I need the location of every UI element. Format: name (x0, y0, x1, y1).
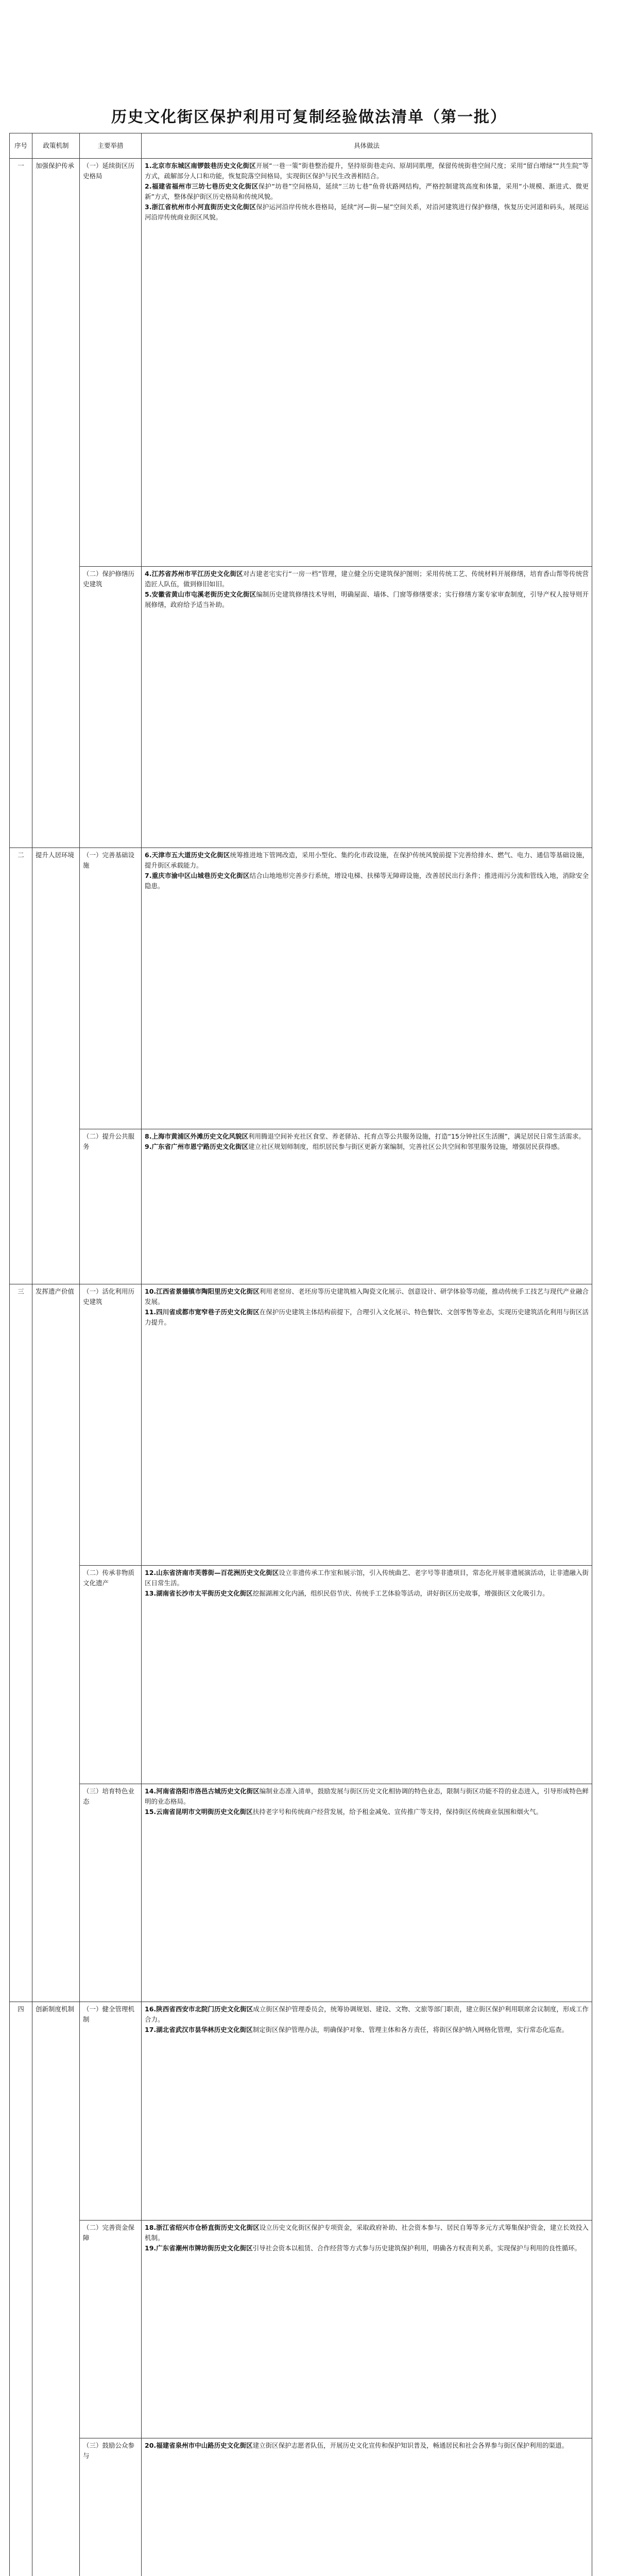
section-number: 四 (10, 2002, 32, 2576)
practice-item (145, 850, 589, 871)
practice-item-text: 保护“坊巷”空间格局，延续“三坊七巷”鱼骨状路网结构，严格控制建筑高度和体量，采用“小规模、渐进式、微更新”方式，整体保护街区历史格局和传统风貌。 (145, 182, 589, 200)
task-details (142, 566, 592, 848)
practice-item-lead: 12.山东省济南市芙蓉街—百花洲历史文化街区 (145, 1569, 279, 1577)
practice-item-lead: 2.福建省福州市三坊七巷历史文化街区 (145, 182, 259, 190)
practice-item-lead: 15.云南省昆明市文明街历史文化街区 (145, 1807, 253, 1816)
task-details (142, 848, 592, 1129)
section-mechanism: 加强保护传承 (32, 159, 80, 848)
header-no: 序号 (10, 133, 32, 159)
table-row (10, 1784, 592, 2002)
practice-item-text: 扶持老字号和传统商户经营发展，给予租金减免、宣传推广等支持，保持街区传统商业氛围和烟火气。 (252, 1807, 543, 1816)
table-row (10, 2220, 592, 2438)
practice-item (145, 181, 589, 202)
task-details (142, 2220, 592, 2438)
practice-item (145, 1307, 589, 1328)
task-details (142, 159, 592, 567)
practice-item-text: 引导社会资本以租赁、合作经营等方式参与历史建筑保护利用，明确各方权责利关系，实现保护与利用的良性循环。 (252, 2244, 581, 2252)
practice-item (145, 2025, 589, 2035)
section-mechanism: 提升人居环境 (32, 848, 80, 1284)
section-mechanism: 创新制度机制 (32, 2002, 80, 2576)
practice-item-lead: 10.江西省景德镇市陶阳里历史文化街区 (145, 1287, 260, 1295)
practice-item-lead: 18.浙江省绍兴市仓桥直街历史文化街区 (145, 2223, 260, 2231)
practice-item-text: 对古建老宅实行“一房一档”管理，建立健全历史建筑保护图则；采用传统工艺、传统材料开展修缮，培育香山帮等传统营造匠人队伍，做到修旧如旧。 (145, 569, 589, 588)
practice-item-text: 保护运河沿岸传统水巷格局，延续“河—街—屋”空间关系，对沿河建筑进行保护修缮，恢复历史河道和码头，展现运河沿岸传统商业街区风貌。 (145, 203, 589, 221)
task-details (142, 2002, 592, 2220)
practice-item-text: 设立非遗传承工作室和展示馆，引入传统曲艺、老字号等非遗项目，常态化开展非遗展演活动，让非遗融入街区日常生活。 (145, 1569, 589, 1587)
practice-item-text: 利用老窑房、老坯房等历史建筑植入陶瓷文化展示、创意设计、研学体验等功能，推动传统手工技艺与现代产业融合发展。 (145, 1287, 589, 1306)
practice-item-text: 开展“一巷一策”街巷整治提升，坚持原街巷走向、原胡同肌理，保留传统街巷空间尺度；采用“留白增绿”“共生院”等方式，疏解部分人口和功能，恢复院落空间格局，实现街区保护与民生改善相结合。 (145, 162, 589, 180)
practice-item-lead: 8.上海市黄浦区外滩历史文化风貌区 (145, 1132, 248, 1141)
header-mechanism: 政策机制 (32, 133, 80, 159)
section-mechanism: 发挥遗产价值 (32, 1284, 80, 2002)
task-details (142, 2438, 592, 2576)
task-details (142, 1784, 592, 2002)
practice-item-lead: 3.浙江省杭州市小河直街历史文化街区 (145, 203, 256, 211)
task-name: （二）提升公共服务 (80, 1129, 142, 1284)
practice-item (145, 202, 589, 223)
practice-item-text: 编制业态准入清单，鼓励发展与街区历史文化相协调的特色业态，限制与街区功能不符的业态进入，引导形成特色鲜明的业态格局。 (145, 1787, 589, 1805)
task-name: （二）保护修缮历史建筑 (80, 566, 142, 848)
practice-item (145, 1286, 589, 1307)
practice-item-lead: 17.湖北省武汉市昙华林历史文化街区 (145, 2026, 253, 2034)
practice-item (145, 2004, 589, 2025)
practice-item-text: 在保护历史建筑主体结构前提下，合理引入文化展示、特色餐饮、文创零售等业态，实现历史建筑活化利用与街区活力提升。 (145, 1308, 589, 1326)
practice-item-text: 建立街区保护志愿者队伍，开展历史文化宣传和保护知识普及，畅通居民和社会各界参与街区保护利用的渠道。 (252, 2441, 569, 2449)
task-name: （一）完善基础设施 (80, 848, 142, 1129)
table-row (10, 566, 592, 848)
practice-item-lead: 13.湖南省长沙市太平街历史文化街区 (145, 1589, 253, 1598)
practice-item-lead: 14.河南省洛阳市洛邑古城历史文化街区 (145, 1787, 260, 1795)
practice-item-lead: 4.江苏省苏州市平江历史文化街区 (145, 569, 243, 578)
task-name: （三）培育特色业态 (80, 1784, 142, 2002)
practice-item-text: 建立社区规划师制度，组织居民参与街区更新方案编制，完善社区公共空间和邻里服务设施，增强居民获得感。 (248, 1143, 564, 1151)
practice-item-lead: 7.重庆市渝中区山城巷历史文化街区 (145, 871, 250, 879)
task-name: （二）完善资金保障 (80, 2220, 142, 2438)
practice-item (145, 1807, 589, 1817)
table-row (10, 848, 592, 1129)
table-row (10, 1566, 592, 1784)
practice-item (145, 2223, 589, 2243)
header-task: 主要举措 (80, 133, 142, 159)
task-details (142, 1129, 592, 1284)
practice-item-text: 成立街区保护管理委员会，统筹协调规划、建设、文物、文旅等部门职责，建立街区保护利用联席会议制度，形成工作合力。 (145, 2005, 589, 2024)
practice-item (145, 1142, 589, 1152)
practice-item (145, 569, 589, 589)
table-body (10, 159, 592, 2576)
practice-item-lead: 6.天津市五大道历史文化街区 (145, 851, 230, 859)
measures-table (9, 133, 592, 2576)
header-detail: 具体做法 (142, 133, 592, 159)
practice-item-lead: 20.福建省泉州市中山路历史文化街区 (145, 2441, 253, 2449)
table-row (10, 2438, 592, 2576)
practice-item-text: 挖掘湖湘文化内涵，组织民俗节庆、传统手工艺体验等活动，讲好街区历史故事，增强街区文化吸引力。 (252, 1589, 549, 1598)
practice-item-lead: 16.陕西省西安市北院门历史文化街区 (145, 2005, 253, 2013)
task-details (142, 1284, 592, 1565)
task-name: （一）延续街区历史格局 (80, 159, 142, 567)
practice-item (145, 1131, 589, 1142)
practice-item (145, 1588, 589, 1599)
practice-item-lead: 19.广东省潮州市牌坊街历史文化街区 (145, 2244, 253, 2252)
practice-item-text: 制定街区保护管理办法，明确保护对象、管理主体和各方责任，将街区保护纳入网格化管理，实行常态化巡查。 (252, 2026, 569, 2034)
practice-item-lead: 9.广东省广州市恩宁路历史文化街区 (145, 1143, 248, 1151)
practice-item-text: 结合山地地形完善步行系统，增设电梯、扶梯等无障碍设施，改善居民出行条件；推进雨污分流和管线入地，消除安全隐患。 (145, 871, 589, 890)
task-details (142, 1566, 592, 1784)
practice-item (145, 871, 589, 891)
task-name: （一）活化利用历史建筑 (80, 1284, 142, 1565)
practice-item (145, 589, 589, 610)
table-row (10, 159, 592, 567)
practice-item (145, 2243, 589, 2253)
table-row (10, 2002, 592, 2220)
practice-item-text: 统筹推进地下管网改造，采用小型化、集约化市政设施，在保护传统风貌前提下完善给排水、燃气、电力、通信等基础设施，提升街区承载能力。 (145, 851, 589, 869)
practice-item (145, 1786, 589, 1807)
section-number: 三 (10, 1284, 32, 2002)
practice-item-lead: 1.北京市东城区南锣鼓巷历史文化街区 (145, 162, 256, 170)
table-row (10, 1129, 592, 1284)
practice-item (145, 161, 589, 181)
document-title: 历史文化街区保护利用可复制经验做法清单（第一批） (111, 108, 507, 126)
practice-item (145, 2441, 589, 2451)
task-name: （一）健全管理机制 (80, 2002, 142, 2220)
practice-item-text: 利用腾退空间补充社区食堂、养老驿站、托育点等公共服务设施，打造“15分钟社区生活圈”，满足居民日常生活需求。 (248, 1132, 585, 1141)
practice-item-text: 设立历史文化街区保护专项资金，采取政府补助、社会资本参与、居民自筹等多元方式筹集保护资金，建立长效投入机制。 (145, 2223, 589, 2242)
section-number: 一 (10, 159, 32, 848)
task-name: （三）鼓励公众参与 (80, 2438, 142, 2576)
section-number: 二 (10, 848, 32, 1284)
practice-item-lead: 11.四川省成都市宽窄巷子历史文化街区 (145, 1308, 260, 1316)
practice-item (145, 1568, 589, 1588)
table-header-row (10, 133, 592, 159)
practice-item-text: 编制历史建筑修缮技术导则，明确屋面、墙体、门窗等修缮要求；实行修缮方案专家审查制度，引导产权人按导则开展修缮，政府给予适当补助。 (145, 590, 589, 608)
table-row (10, 1284, 592, 1565)
practice-item-lead: 5.安徽省黄山市屯溪老街历史文化街区 (145, 590, 256, 598)
task-name: （二）传承非物质文化遗产 (80, 1566, 142, 1784)
